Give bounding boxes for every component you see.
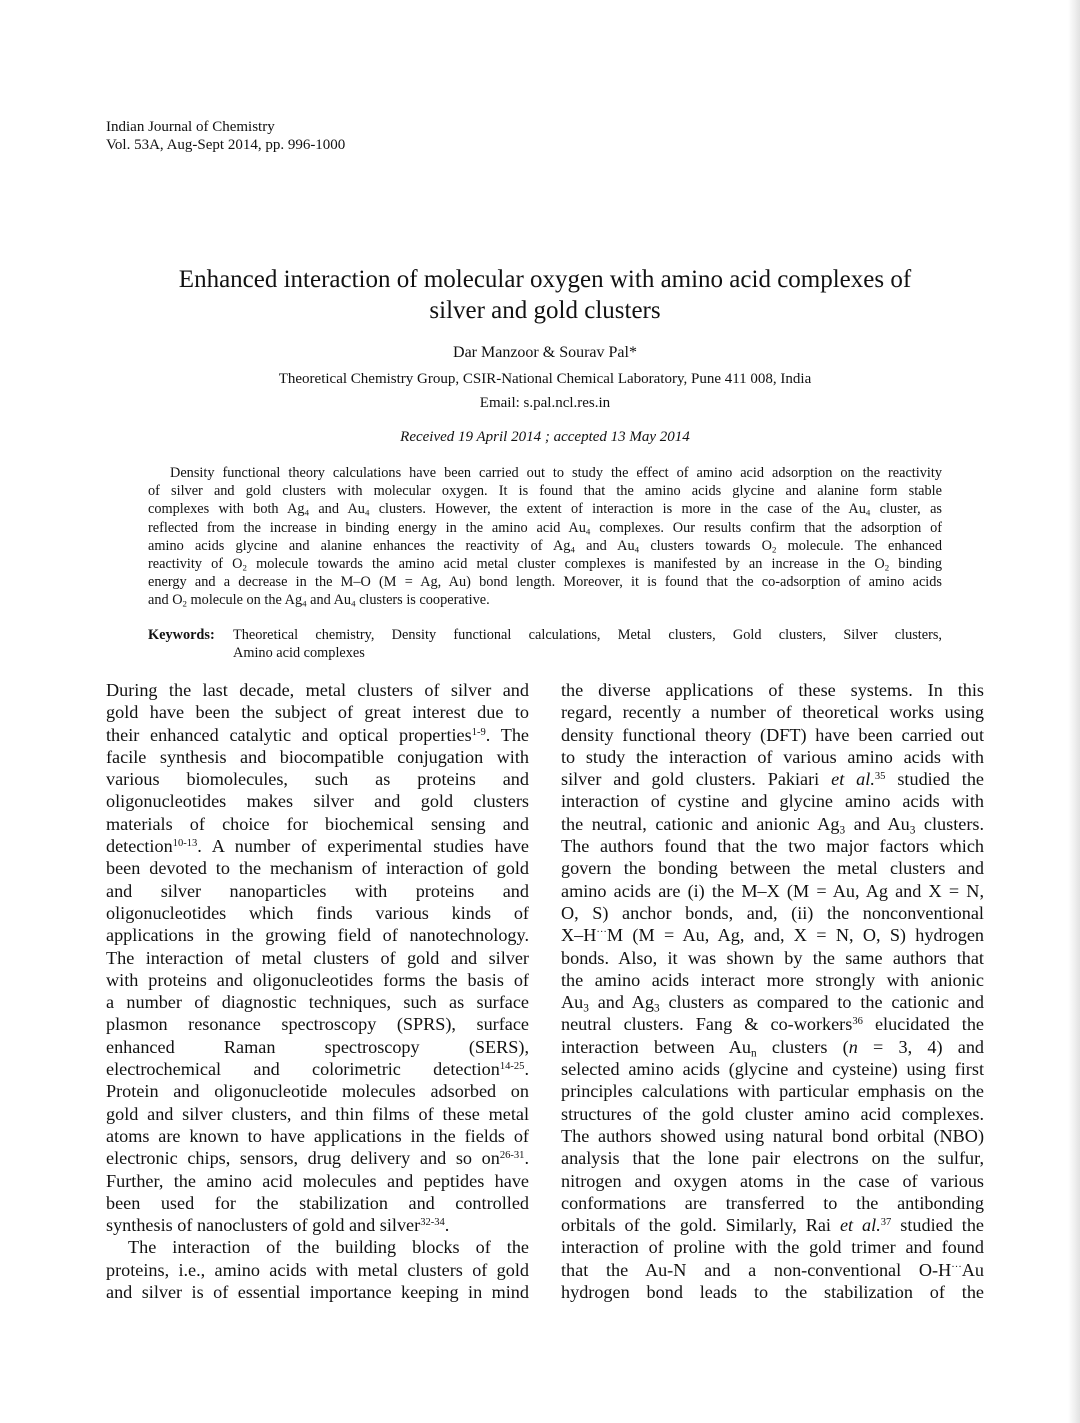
body-line: govern the bonding between the metal clusters and [561, 858, 984, 879]
body-text: elucidated the [862, 1014, 984, 1035]
body-text: studied the [885, 769, 985, 790]
body-text: detection [106, 836, 173, 857]
journal-volume: Vol. 53A, Aug-Sept 2014, pp. 996-1000 [106, 137, 346, 153]
email: Email: s.pal.ncl.res.in [479, 395, 611, 411]
keywords-line: Theoretical chemistry, Density functional calculations, Metal clusters, Gold clusters, Silver clusters, [233, 627, 942, 643]
abstract-text: molecule. The enhanced [776, 537, 943, 554]
body-text: neutral clusters. Fang & co-workers [561, 1014, 853, 1035]
abstract-line [148, 573, 942, 591]
body-text: that the Au-N and a non-conventional O-H [561, 1259, 952, 1280]
body-text: clusters as compared to the cationic and [659, 992, 985, 1013]
body-line: facile synthesis and biocompatible conjugation with [106, 746, 529, 767]
body-text: clusters ( [756, 1036, 849, 1057]
body-line: to study the interaction of various amino acids with [561, 746, 984, 767]
abstract-line [148, 482, 942, 500]
abstract-text: and Au [306, 592, 352, 609]
body-line: Protein and oligonucleotide molecules adsorbed on [106, 1081, 529, 1102]
subscript: 4 [304, 508, 310, 519]
subscript: 4 [585, 526, 591, 537]
subscript: 4 [364, 508, 370, 519]
body-line [561, 1259, 984, 1281]
body-text: synthesis of nanoclusters of gold and silver [106, 1215, 421, 1236]
citation: 36 [852, 1016, 863, 1028]
body-text: electrochemical and colorimetric detection [106, 1059, 500, 1080]
body-line: selected amino acids (glycine and cysteine) using first [561, 1059, 984, 1080]
body-line [561, 1036, 984, 1058]
body-line [561, 768, 984, 790]
body-text: their enhanced catalytic and optical properties [106, 724, 472, 745]
body-line: the amino acids interact more strongly with anionic [561, 969, 984, 990]
body-line: enhanced Raman spectroscopy (SERS), [106, 1036, 529, 1057]
subscript: 3 [583, 1002, 589, 1015]
body-text: . [444, 1215, 450, 1236]
body-line: and silver is of essential importance keeping in mind [106, 1282, 529, 1303]
body-line [561, 924, 984, 946]
body-text: Au [961, 1259, 984, 1280]
subscript: 3 [839, 824, 846, 837]
body-line: atoms are known to have applications in the fields of [106, 1125, 529, 1146]
body-line: oligonucleotides which finds various kinds of [106, 902, 529, 923]
subscript: n [751, 1047, 757, 1060]
body-line: structures of the gold cluster amino acid complexes. [561, 1103, 984, 1124]
body-text-italic: n [848, 1036, 858, 1057]
keywords-line: Amino acid complexes [233, 645, 365, 662]
subscript: 2 [182, 598, 187, 609]
body-line: plasmon resonance spectroscopy (SPRS), surface [106, 1014, 529, 1035]
body-text: interaction between Au [561, 1036, 752, 1057]
citation: 35 [874, 771, 886, 783]
body-text: orbitals of the gold. Similarly, Rai [561, 1215, 840, 1236]
citation: 10-13 [172, 838, 198, 850]
abstract-line [148, 555, 942, 573]
body-line: The interaction of metal clusters of gold and silver [106, 947, 529, 968]
body-line: gold and silver clusters, and thin films of these metal [106, 1103, 529, 1124]
subscript: 4 [570, 544, 575, 555]
dots: ··· [951, 1261, 962, 1273]
body-line: oligonucleotides makes silver and gold clusters [106, 791, 529, 812]
body-line: interaction of cystine and glycine amino acids with [561, 791, 984, 812]
body-line [106, 724, 529, 746]
abstract-text: cluster, as [870, 501, 942, 518]
body-line [561, 1013, 984, 1035]
abstract-text: reflected from the increase in binding energy in the amino acid Au [148, 519, 586, 536]
subscript: 3 [654, 1002, 660, 1015]
abstract-line [148, 519, 942, 537]
abstract-text: complexes. Our results confirm that the adsorption of [590, 519, 942, 536]
body-line [561, 1214, 984, 1236]
abstract-text: clusters is cooperative. [355, 592, 490, 609]
body-line: amino acids are (i) the M–X (M = Au, Ag and X = N, [561, 880, 984, 901]
journal-name: Indian Journal of Chemistry [106, 119, 275, 135]
body-text: electronic chips, sensors, drug delivery and so on [106, 1148, 500, 1169]
body-line [561, 991, 984, 1013]
body-line [106, 1214, 529, 1236]
body-text: and Au [845, 813, 910, 834]
body-text: . A number of experimental studies have [197, 836, 529, 857]
paper-title [120, 264, 970, 326]
body-line: Further, the amino acid molecules and peptides have [106, 1170, 529, 1191]
abstract-text: of silver and gold clusters with molecular oxygen. It is found that the amino acids glycine and alanine form stable [148, 483, 942, 500]
citation: 32-34 [420, 1217, 445, 1229]
body-line: nitrogen and oxygen atoms in the case of various [561, 1170, 984, 1191]
title-line: silver and gold clusters [429, 297, 661, 324]
body-line [106, 835, 529, 857]
abstract-text: amino acids glycine and alanine enhances the reactivity of Ag [148, 537, 571, 554]
authors: Dar Manzoor & Sourav Pal* [453, 344, 637, 361]
citation: 37 [880, 1217, 892, 1229]
citation: 26-31 [499, 1150, 525, 1162]
subscript: 4 [351, 598, 356, 609]
body-line: with proteins and oligonucleotides forms the basis of [106, 969, 529, 990]
body-line: been devoted to the mechanism of interaction of gold [106, 858, 529, 879]
body-text: silver and gold clusters. Pakiari [561, 769, 832, 790]
body-line: gold have been the subject of great interest due to [106, 702, 529, 723]
body-line: The authors found that the two major factors which [561, 836, 984, 857]
body-text: = 3, 4) and [857, 1036, 985, 1057]
body-text: M (M = Au, Ag, and, X = N, O, S) hydrogen [606, 925, 984, 946]
abstract-text: molecule on the Ag [186, 592, 303, 609]
body-line: been used for the stabilization and controlled [106, 1192, 529, 1213]
abstract-text: molecule towards the amino acid metal cluster complexes is manifested by an increase in the O [246, 555, 885, 572]
abstract-text: binding [889, 555, 942, 572]
body-line [106, 1058, 529, 1080]
body-text: . The [485, 724, 529, 745]
body-line: O, S) anchor bonds, and, (ii) the nonconventional [561, 902, 984, 923]
subscript: 2 [772, 544, 777, 555]
body-line: a number of diagnostic techniques, such as surface [106, 992, 529, 1013]
abstract-line [148, 464, 942, 482]
body-text-italic: et al. [839, 1215, 881, 1236]
subscript: 4 [634, 544, 640, 555]
subscript: 4 [865, 508, 871, 519]
body-text: the neutral, cationic and anionic Ag [561, 813, 840, 834]
body-text: studied the [891, 1215, 984, 1236]
body-text: . [524, 1059, 529, 1080]
subscript: 2 [884, 562, 890, 573]
journal-header [106, 118, 345, 154]
subscript: 4 [302, 598, 307, 609]
body-column-left [106, 679, 529, 1303]
body-line: proteins, i.e., amino acids with metal clusters of gold [106, 1259, 529, 1280]
body-line: interaction of proline with the gold trimer and found [561, 1237, 984, 1258]
body-line: regard, recently a number of theoretical works using [561, 702, 984, 723]
abstract-text: clusters. However, the extent of interaction is more in the case of the Au [369, 501, 866, 518]
body-line: applications in the growing field of nanotechnology. [106, 925, 529, 946]
body-text: X–H [561, 925, 597, 946]
affiliation: Theoretical Chemistry Group, CSIR-National Chemical Laboratory, Pune 411 008, India [278, 371, 812, 387]
abstract-line [148, 500, 942, 518]
body-line: the diverse applications of these systems. In this [561, 680, 984, 700]
abstract-line [148, 591, 942, 609]
abstract [148, 464, 942, 610]
citation: 14-25 [499, 1061, 525, 1073]
page-edge-shadow [1068, 0, 1080, 1423]
abstract-text: and O [148, 592, 183, 609]
abstract-text: energy and a decrease in the M–O (M = Ag, Au) bond length. Moreover, it is found that the co-adsorption of amino acids [148, 574, 942, 591]
body-text: clusters. [915, 813, 985, 834]
body-line: density functional theory (DFT) have been carried out [561, 724, 984, 745]
subscript: 2 [242, 562, 247, 573]
keywords-label: Keywords: [148, 627, 215, 643]
title-line: Enhanced interaction of molecular oxygen with amino acid complexes of [178, 266, 912, 293]
body-line: bonds. Also, it was shown by the same authors that [561, 947, 984, 968]
body-text: Au [561, 992, 584, 1013]
body-line: The authors showed using natural bond orbital (NBO) [561, 1125, 984, 1146]
body-line: The interaction of the building blocks of the [128, 1237, 529, 1258]
body-column-right [561, 679, 984, 1303]
body-line [106, 1147, 529, 1169]
abstract-text: complexes with both Ag [148, 501, 305, 518]
subscript: 3 [909, 824, 916, 837]
abstract-text: reactivity of O [148, 555, 243, 572]
body-line: and silver nanoparticles with proteins and [106, 880, 529, 901]
body-text: . [524, 1148, 529, 1169]
keywords-list [233, 626, 942, 662]
abstract-text: Density functional theory calculations have been carried out to study the effect of amino acid adsorption on the reactivity [170, 465, 942, 481]
abstract-text: and Au [309, 501, 365, 518]
body-line: During the last decade, metal clusters of silver and [106, 680, 529, 700]
abstract-line [148, 537, 942, 555]
citation: 1-9 [471, 726, 486, 738]
body-line: various biomolecules, such as proteins and [106, 769, 529, 790]
body-line: conformations are transferred to the antibonding [561, 1192, 984, 1213]
body-line [561, 813, 984, 835]
body-line: hydrogen bond leads to the stabilization of the [561, 1282, 984, 1303]
body-text: and Ag [588, 992, 655, 1013]
body-line: analysis that the lone pair electrons on the sulfur, [561, 1148, 984, 1169]
abstract-text: clusters towards O [639, 537, 773, 554]
abstract-text: and Au [574, 537, 635, 554]
received-date: Received 19 April 2014 ; accepted 13 May 2014 [400, 429, 690, 445]
body-line: principles calculations with particular emphasis on the [561, 1081, 984, 1102]
dots: ··· [596, 927, 607, 939]
body-text-italic: et al. [831, 769, 875, 790]
body-line: materials of choice for biochemical sensing and [106, 813, 529, 834]
